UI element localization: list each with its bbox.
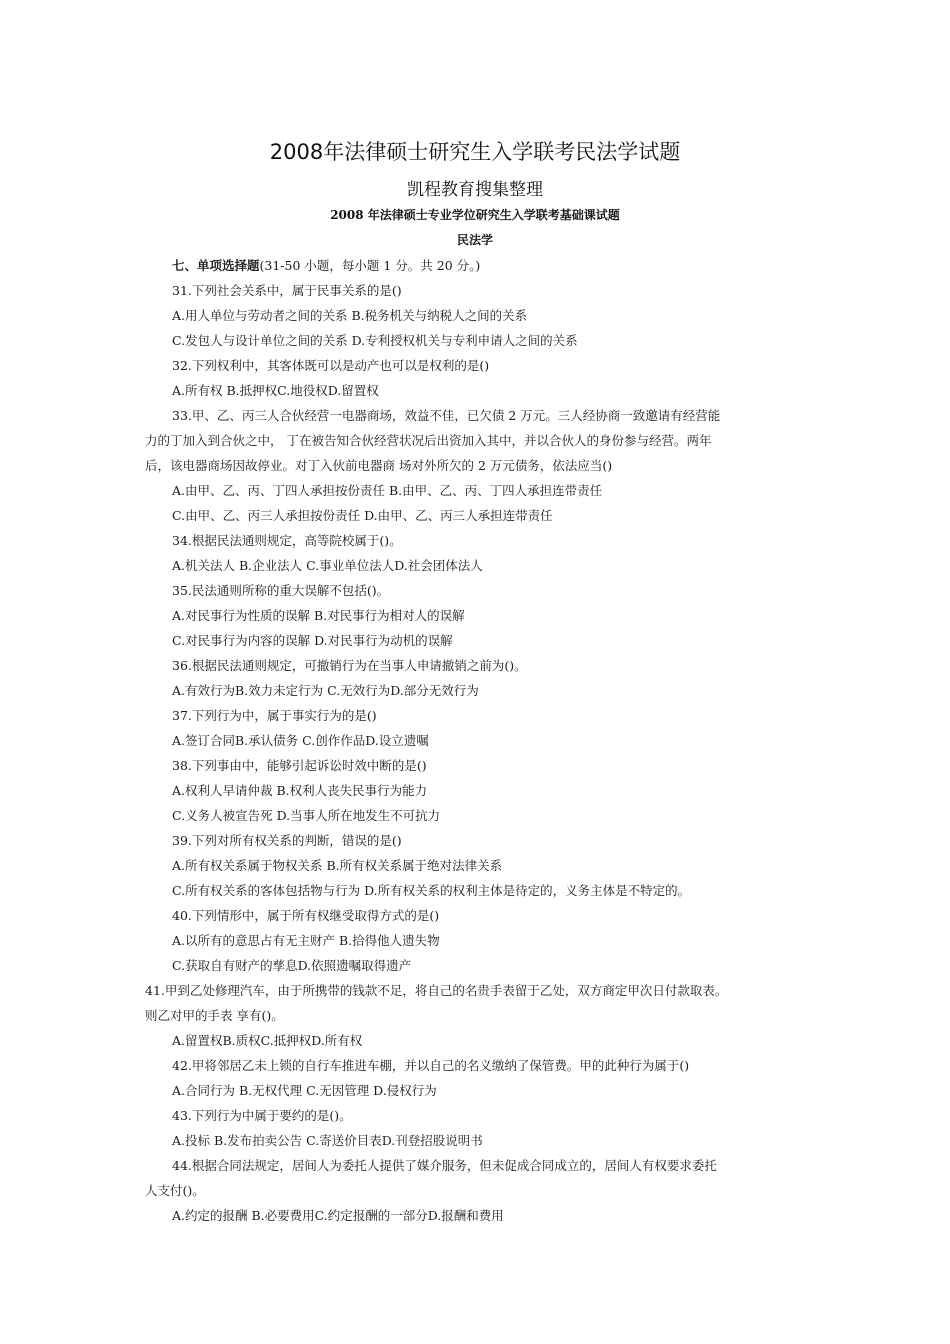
text-line: C.发包人与设计单位之间的关系 D.专利授权机关与专利申请人之间的关系 [172,333,578,348]
text-line: A.机关法人 B.企业法人 C.事业单位法人D.社会团体法人 [172,558,483,573]
section-heading: 七、单项选择题 [172,258,260,273]
text-line: A.用人单位与劳动者之间的关系 B.税务机关与纳税人之间的关系 [172,308,528,323]
text-line: 42.甲将邻居乙未上锁的自行车推进车棚，并以自己的名义缴纳了保管费。甲的此种行为属于() [172,1058,690,1073]
text-line: 37.下列行为中，属于事实行为的是() [172,708,377,723]
text-line: A.由甲、乙、丙、丁四人承担按份责任 B.由甲、乙、丙、丁四人承担连带责任 [172,483,603,498]
text-line: 31.下列社会关系中，属于民事关系的是() [172,283,402,298]
exam-header: 2008 年法律硕士专业学位研究生入学联考基础课试题 [330,208,620,222]
text-line: A.约定的报酬 B.必要费用C.约定报酬的一部分D.报酬和费用 [172,1208,504,1223]
text-line: 人支付()。 [145,1183,205,1198]
document-subtitle: 凯程教育搜集整理 [407,180,543,200]
text-line: A.以所有的意思占有无主财产 B.拾得他人遗失物 [172,933,440,948]
text-line: 力的丁加入到合伙之中， 丁在被告知合伙经营状况后出资加入其中，并以合伙人的身份参与经营。两年 [145,433,712,448]
text-line: 34.根据民法通则规定，高等院校属于()。 [172,533,402,548]
subject-heading: 民法学 [456,233,493,247]
text-line: 44.根据合同法规定，居间人为委托人提供了媒介服务，但未促成合同成立的，居间人有权要求委托 [172,1158,717,1173]
text-line: C.所有权关系的客体包括物与行为 D.所有权关系的权利主体是待定的，义务主体是不特定的。 [172,883,691,898]
text-line: C.义务人被宣告死 D.当事人所在地发生不可抗力 [172,808,441,823]
document-title: 2008年法律硕士研究生入学联考民法学试题 [269,140,681,164]
text-line: A.留置权B.质权C.抵押权D.所有权 [172,1033,363,1048]
text-line: A.投标 B.发布拍卖公告 C.寄送价目表D.刊登招股说明书 [172,1133,483,1148]
text-line: 43.下列行为中属于要约的是()。 [172,1108,352,1123]
text-line: 32.下列权利中，其客体既可以是动产也可以是权利的是() [172,358,490,373]
text-line: A.所有权 B.抵押权C.地役权D.留置权 [172,383,379,398]
text-line: A.签订合同B.承认债务 C.创作作品D.设立遗嘱 [172,733,429,748]
text-line: A.合同行为 B.无权代理 C.无因管理 D.侵权行为 [172,1083,437,1098]
text-line: C.由甲、乙、丙三人承担按份责任 D.由甲、乙、丙三人承担连带责任 [172,508,553,523]
text-line: 35.民法通则所称的重大误解不包括()。 [172,583,390,598]
text-line: C.对民事行为内容的误解 D.对民事行为动机的误解 [172,633,453,648]
text-line: 33.甲、乙、丙三人合伙经营一电器商场，效益不佳，已欠债 2 万元。三人经协商一致邀请有经营能 [172,408,721,423]
text-line: 后，该电器商场因故停业。对丁入伙前电器商 场对外所欠的 2 万元债务，依法应当() [145,458,613,473]
text-line: 36.根据民法通则规定，可撤销行为在当事人申请撤销之前为()。 [172,658,527,673]
section-note: (31-50 小题，每小题 1 分。共 20 分。) [259,258,481,273]
text-line: 则乙对甲的手表 享有()。 [145,1008,284,1023]
text-line: A.所有权关系属于物权关系 B.所有权关系属于绝对法律关系 [172,858,503,873]
text-line: 38.下列事由中，能够引起诉讼时效中断的是() [172,758,427,773]
text-line: A.权利人早请仲裁 B.权利人丧失民事行为能力 [172,783,428,798]
text-line: 39.下列对所有权关系的判断，错误的是() [172,833,402,848]
document-body [145,253,810,1228]
text-line: 41.甲到乙处修理汽车，由于所携带的钱款不足，将自己的名贵手表留于乙处，双方商定甲次日付款取表。 [145,983,728,998]
text-line: A.对民事行为性质的误解 B.对民事行为相对人的误解 [172,608,465,623]
text-line: C.获取自有财产的孳息D.依照遗嘱取得遗产 [172,958,412,973]
text-line: 40.下列情形中，属于所有权继受取得方式的是() [172,908,440,923]
section-heading-line [145,253,810,278]
text-line: A.有效行为B.效力未定行为 C.无效行为D.部分无效行为 [172,683,479,698]
